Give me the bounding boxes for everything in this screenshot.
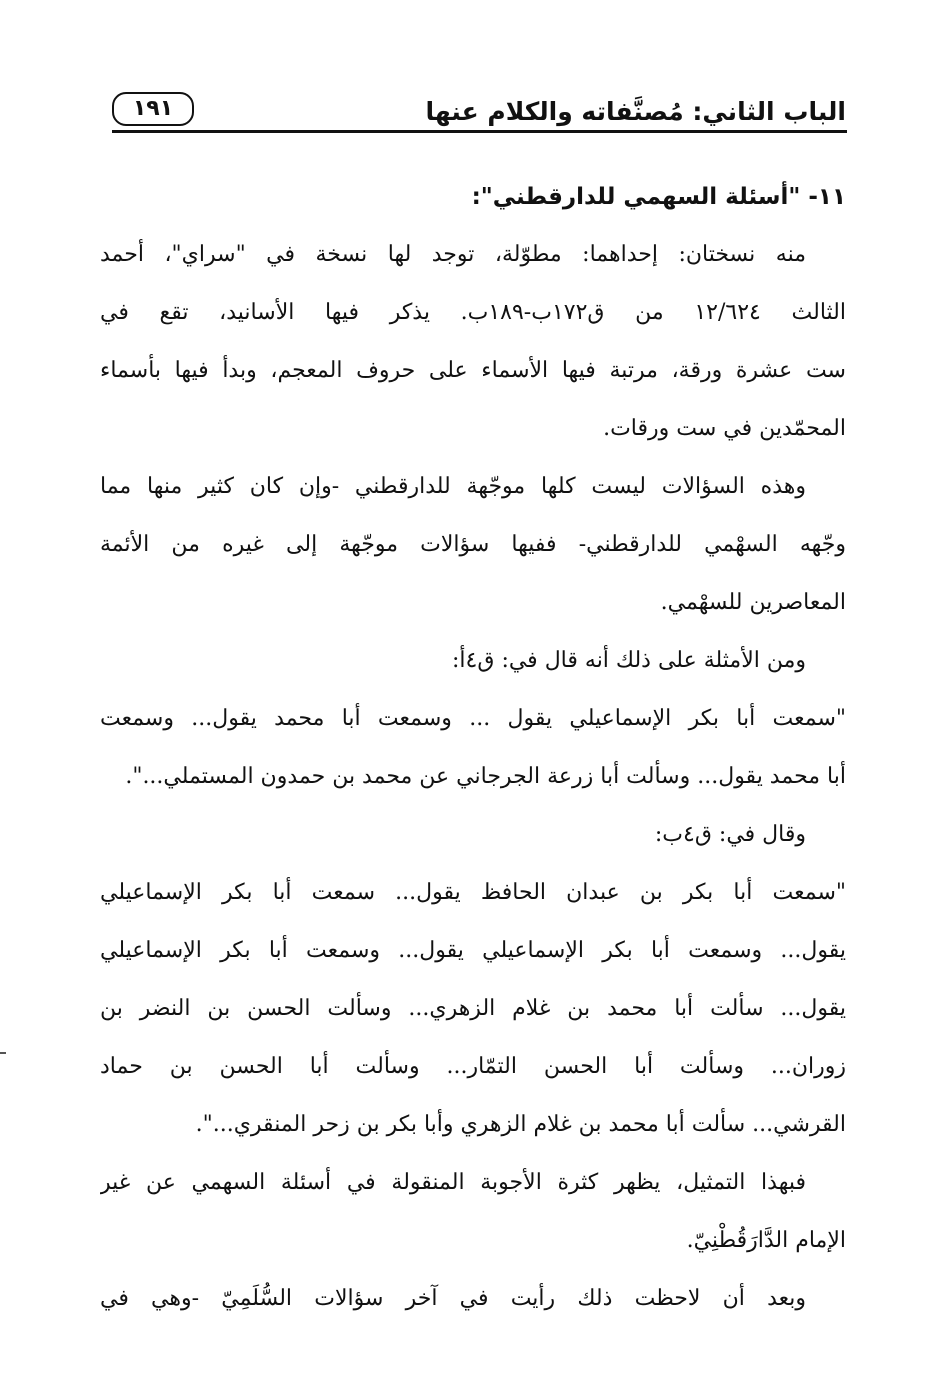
header-divider [112,130,847,133]
quote-line: يقول... سألت أبا محمد بن غلام الزهري... وسألت الحسن بن النضر بن [100,996,846,1021]
paragraph-line: الثالث ١٢/٦٢٤ من ق١٧٢ب-١٨٩ب. يذكر فيها الأسانيد، تقع في [100,300,846,325]
paragraph-line: وقال في: ق٤ب: [654,822,806,847]
paragraph-line: المعاصرين للسهْمي. [660,590,846,615]
quote-line: يقول... وسمعت أبا بكر الإسماعيلي يقول... وسمعت أبا بكر الإسماعيلي [100,938,846,963]
paragraph-line: وهذه السؤالات ليست كلها موجّهة للدارقطني -وإن كان كثير منها مما [100,474,806,499]
paragraph-line: المحمّدين في ست ورقات. [603,416,846,441]
paragraph-line: ومن الأمثلة على ذلك أنه قال في: ق٤أ: [452,648,806,673]
quote-line: "سمعت أبا بكر بن عبدان الحافظ يقول... سمعت أبا بكر الإسماعيلي [100,880,846,905]
page-body [100,168,846,1328]
paragraph-line: ست عشرة ورقة، مرتبة فيها الأسماء على حروف المعجم، وبدأ فيها بأسماء [100,358,846,383]
quote-line: زوران... وسألت أبا الحسن التمّار... وسألت أبا الحسن بن حماد [100,1054,846,1079]
paragraph-line: فبهذا التمثيل، يظهر كثرة الأجوبة المنقولة في أسئلة السهمي عن غير [100,1170,806,1195]
quote-line: "سمعت أبا بكر الإسماعيلي يقول ... وسمعت أبا محمد يقول... وسمعت [100,706,846,731]
quote-line: أبا محمد يقول... وسألت أبا زرعة الجرجاني عن محمد بن حمدون المستملي...". [125,764,846,789]
paragraph-line: منه نسختان: إحداهما: مطوّلة، توجد لها نسخة في "سراي"، أحمد [100,242,806,267]
paragraph-line: الإمام الدَّارَقُطْنِيّ. [686,1228,846,1253]
paragraph-line: وبعد أن لاحظت ذلك رأيت في آخر سؤالات السُّلَمِيّ -وهي في [100,1286,806,1311]
running-title: الباب الثاني: مُصنَّفاته والكلام عنها [425,97,846,126]
paragraph-line: وجّهه السهْمي للدارقطني- ففيها سؤالات موجّهة إلى غيره من الأئمة [100,532,846,557]
page-number: ١٩١ [112,92,194,126]
quote-line: القرشي... سألت أبا محمد بن غلام الزهري وأبا بكر بن زحر المنقري...". [195,1112,846,1137]
margin-mark [0,1052,6,1054]
section-heading: ١١- "أسئلة السهمي للدارقطني": [471,184,846,210]
